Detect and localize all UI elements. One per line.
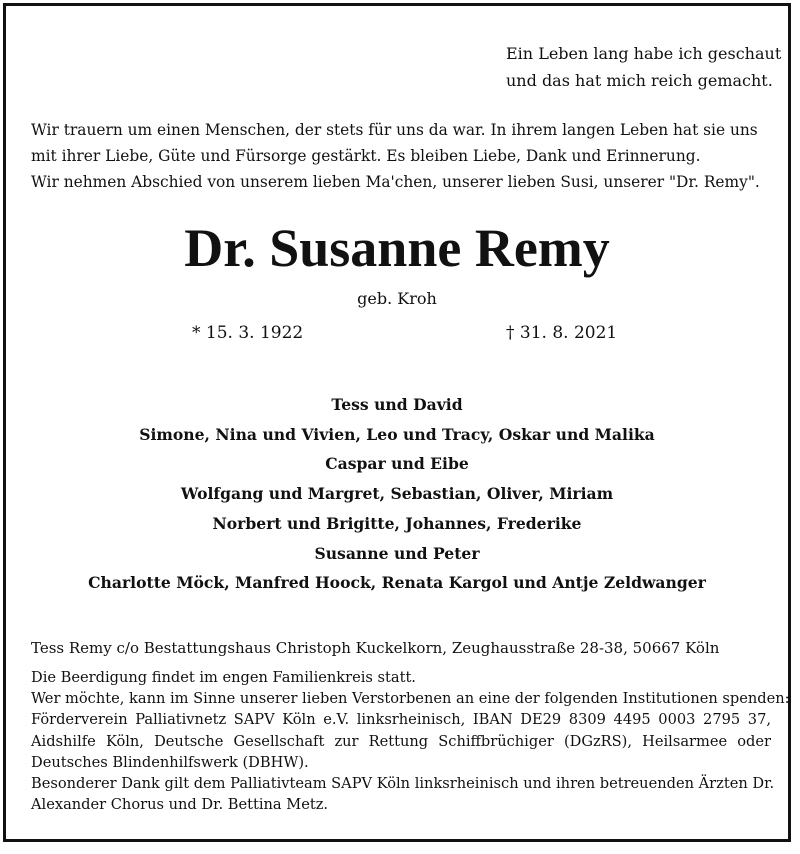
donation-line: Wer möchte, kann im Sinne unserer lieben Verstorbenen an eine der folgenden Institutionen spenden: [31, 690, 790, 708]
mourner-line: Simone, Nina und Vivien, Leo und Tracy, Oskar und Malika [139, 424, 655, 444]
death-date: † 31. 8. 2021 [506, 323, 618, 343]
funeral-info [31, 667, 790, 815]
intro-line: mit ihrer Liebe, Güte und Fürsorge gestärkt. Es bleiben Liebe, Dank und Erinnerung. [31, 147, 701, 165]
mourner-line: Norbert und Brigitte, Johannes, Frederike [212, 513, 582, 533]
donation-line: Aidshilfe Köln, Deutsche Gesellschaft zur Rettung Schiffbrüchiger (DGzRS), Heilsarmee oder [31, 732, 771, 750]
thanks-line: Alexander Chorus und Dr. Bettina Metz. [31, 796, 329, 814]
memorial-quote [506, 40, 781, 94]
thanks-line: Besonderer Dank gilt dem Palliativteam SAPV Köln linksrheinisch und ihren betreuenden Ärzten Dr. [31, 775, 775, 793]
obituary-notice [3, 3, 791, 842]
mourner-line: Susanne und Peter [314, 543, 480, 563]
mourners-list [6, 390, 788, 598]
donation-line: Deutsches Blindenhilfswerk (DBHW). [31, 753, 309, 771]
mourner-line: Caspar und Eibe [325, 454, 469, 474]
mourner-line: Charlotte Möck, Manfred Hoock, Renata Kargol und Antje Zeldwanger [88, 573, 706, 593]
intro-line: Wir nehmen Abschied von unserem lieben Ma'chen, unserer lieben Susi, unserer "Dr. Remy". [31, 173, 760, 191]
mourner-line: Wolfgang und Margret, Sebastian, Oliver, Miriam [180, 484, 614, 504]
intro-text [31, 117, 760, 195]
birth-date: * 15. 3. 1922 [192, 323, 304, 343]
quote-line: und das hat mich reich gemacht. [506, 71, 773, 90]
intro-line: Wir trauern um einen Menschen, der stets für uns da war. In ihrem langen Leben hat sie uns [31, 121, 758, 139]
deceased-name: Dr. Susanne Remy [184, 218, 610, 278]
donation-line: Förderverein Palliativnetz SAPV Köln e.V. linksrheinisch, IBAN DE29 8309 4495 0003 2795 37, [31, 711, 771, 729]
funeral-note: Die Beerdigung findet im engen Familienkreis statt. [31, 669, 416, 686]
contact-address: Tess Remy c/o Bestattungshaus Christoph Kuckelkorn, Zeughausstraße 28-38, 50667 Köln [31, 639, 720, 657]
quote-line: Ein Leben lang habe ich geschaut [506, 44, 782, 63]
mourner-line: Tess und David [331, 395, 463, 414]
birth-name: geb. Kroh [357, 289, 437, 308]
